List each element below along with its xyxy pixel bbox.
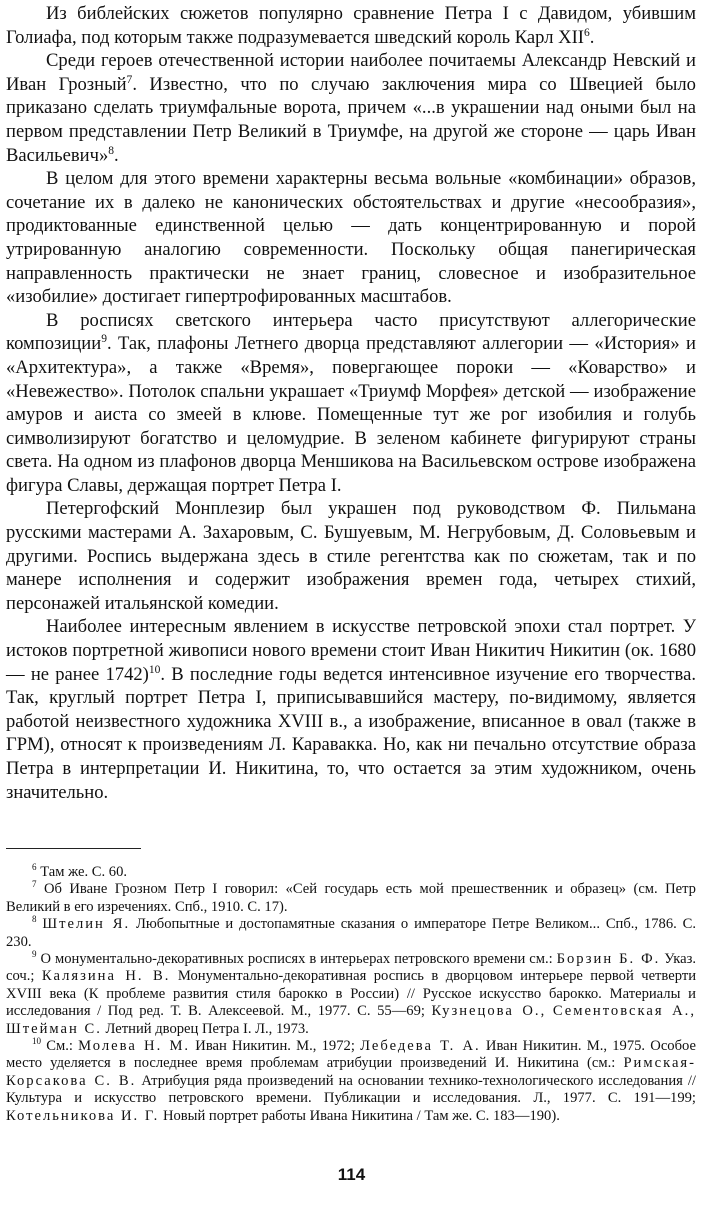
- footnote-6: $^6$ Там же. С. 60.: [32, 862, 128, 880]
- footnote-divider: [6, 848, 141, 849]
- footnote-9: $^9$ О монументально-декоративных росписях в интерьерах петровского времени см.: Борзин Б. Ф. Указ. соч.; Калязина Н. В. Монументально-декоративная роспись в дворцовом интерьере первой четверти XVIII века (К проблеме развития стиля барокко в России) // Русское искусство барокко. Материалы и исследования / Под ред. Т. В. Алексеевой. М., 1977. С. 55—69; Кузнецова О., Сементовская А., Штейман С. Летний дворец Петра I. Л., 1973.: [6, 949, 697, 1037]
- footnote-ref-9: 9: [101, 333, 107, 346]
- paragraph-3: В целом для этого времени характерны весьма вольные «комбинации» образов, сочетание их в далеко не канонических обстоятельствах и другие «несообразия», продиктованные единственной целью — дать концентрированную и порой утрированную аналогию современности. Поскольку общая панегирическая направленность практически не знает границ, словесное и изобразительное «изобилие» достигает гипертрофированных масштабов.: [6, 168, 696, 308]
- footnote-7: $^7$ Об Иване Грозном Петр I говорил: «Сей государь есть мой прешественник и образец» (см. Петр Великий в его изречениях. Спб., 1910. С. 17).: [6, 879, 696, 915]
- paragraph-4: В росписях светского интерьера часто присутствуют аллегорические композиции$^9$. Так, плафоны Летнего дворца представляют аллегории — «История» и «Архитектура», а также «Время», повергающее пороки — «Коварство» и «Невежество». Потолок спальни украшает «Триумф Морфея» детской — изображение амуров и аиста со змеей в клюве. Помещенные тут же рог изобилия и голубь символизируют богатство и целомудрие. В зеленом кабинете фигурируют страны света. На одном из плафонов дворца Меншикова на Васильевском острове изображена фигура Славы, держащая портрет Петра I.: [6, 309, 696, 496]
- footnote-ref-7: 7: [126, 73, 133, 86]
- footnotes: [6, 864, 696, 1125]
- paragraph-6: Наиболее интересным явлением в искусстве петровской эпохи стал портрет. У истоков портретной живописи нового времени стоит Иван Никитич Никитин (ок. 1680 — не ранее 1742)$^{10}$. В последние годы ведется интенсивное изучение его творчества. Так, круглый портрет Петра I, приписывавшийся мастеру, по-видимому, является работой неизвестного художника XVIII в., а изображение, вписанное в овал (также в ГРМ), относят к произведениям Л. Каравакка. Но, как ни печально отсутствие образа Петра в интерпретации И. Никитина, то, что остается за этим художником, очень значительно.: [6, 616, 696, 803]
- main-text: [6, 2, 696, 804]
- footnote-ref-10: 10: [148, 663, 161, 676]
- paragraph-5: Петергофский Монплезир был украшен под руководством Ф. Пильмана русскими мастерами А. Захаровым, С. Бушуевым, М. Негрубовым, Д. Соловьевым и другими. Роспись выдержана здесь в стиле регентства как по сюжетам, так и по манере исполнения и содержит изображения времен года, четырех стихий, персонажей итальянской комедии.: [6, 498, 696, 614]
- footnote-ref-8: 8: [108, 144, 115, 157]
- paragraph-1: Из библейских сюжетов популярно сравнение Петра I с Давидом, убившим Голиафа, под которым также подразумевается шведский король Карл XII$^6$.: [6, 3, 696, 48]
- footnote-ref-6: 6: [583, 26, 590, 39]
- footnote-10: $^{10}$ См.: Молева Н. М. Иван Никитин. М., 1972; Лебедева Т. А. Иван Никитин. М., 1975. Особое место уделяется в последнее время проблемам атрибуции произведений И. Никитина (см.: Римская-Корсакова С. В. Атрибуция ряда произведений на основании технико-технологического исследования // Культура и искусство петровского времени. Публикации и исследования. Л., 1977. С. 191—199; Котельникова И. Г. Новый портрет работы Ивана Никитина / Там же. С. 183—190).: [6, 1036, 696, 1124]
- footnote-8: $^8$ Штелин Я. Любопытные и достопамятные сказания о императоре Петре Великом... Спб., 1786. С. 230.: [6, 914, 697, 950]
- paragraph-2: Среди героев отечественной истории наиболее почитаемы Александр Невский и Иван Грозный$^7$. Известно, что по случаю заключения мира со Швецией было приказано сделать триумфальные ворота, причем «...в украшении над оными был на первом представлении Петр Великий в Триумфе, на другой же стороне — царь Иван Васильевич»$^8$.: [6, 50, 696, 166]
- page-number: 114: [337, 1165, 366, 1184]
